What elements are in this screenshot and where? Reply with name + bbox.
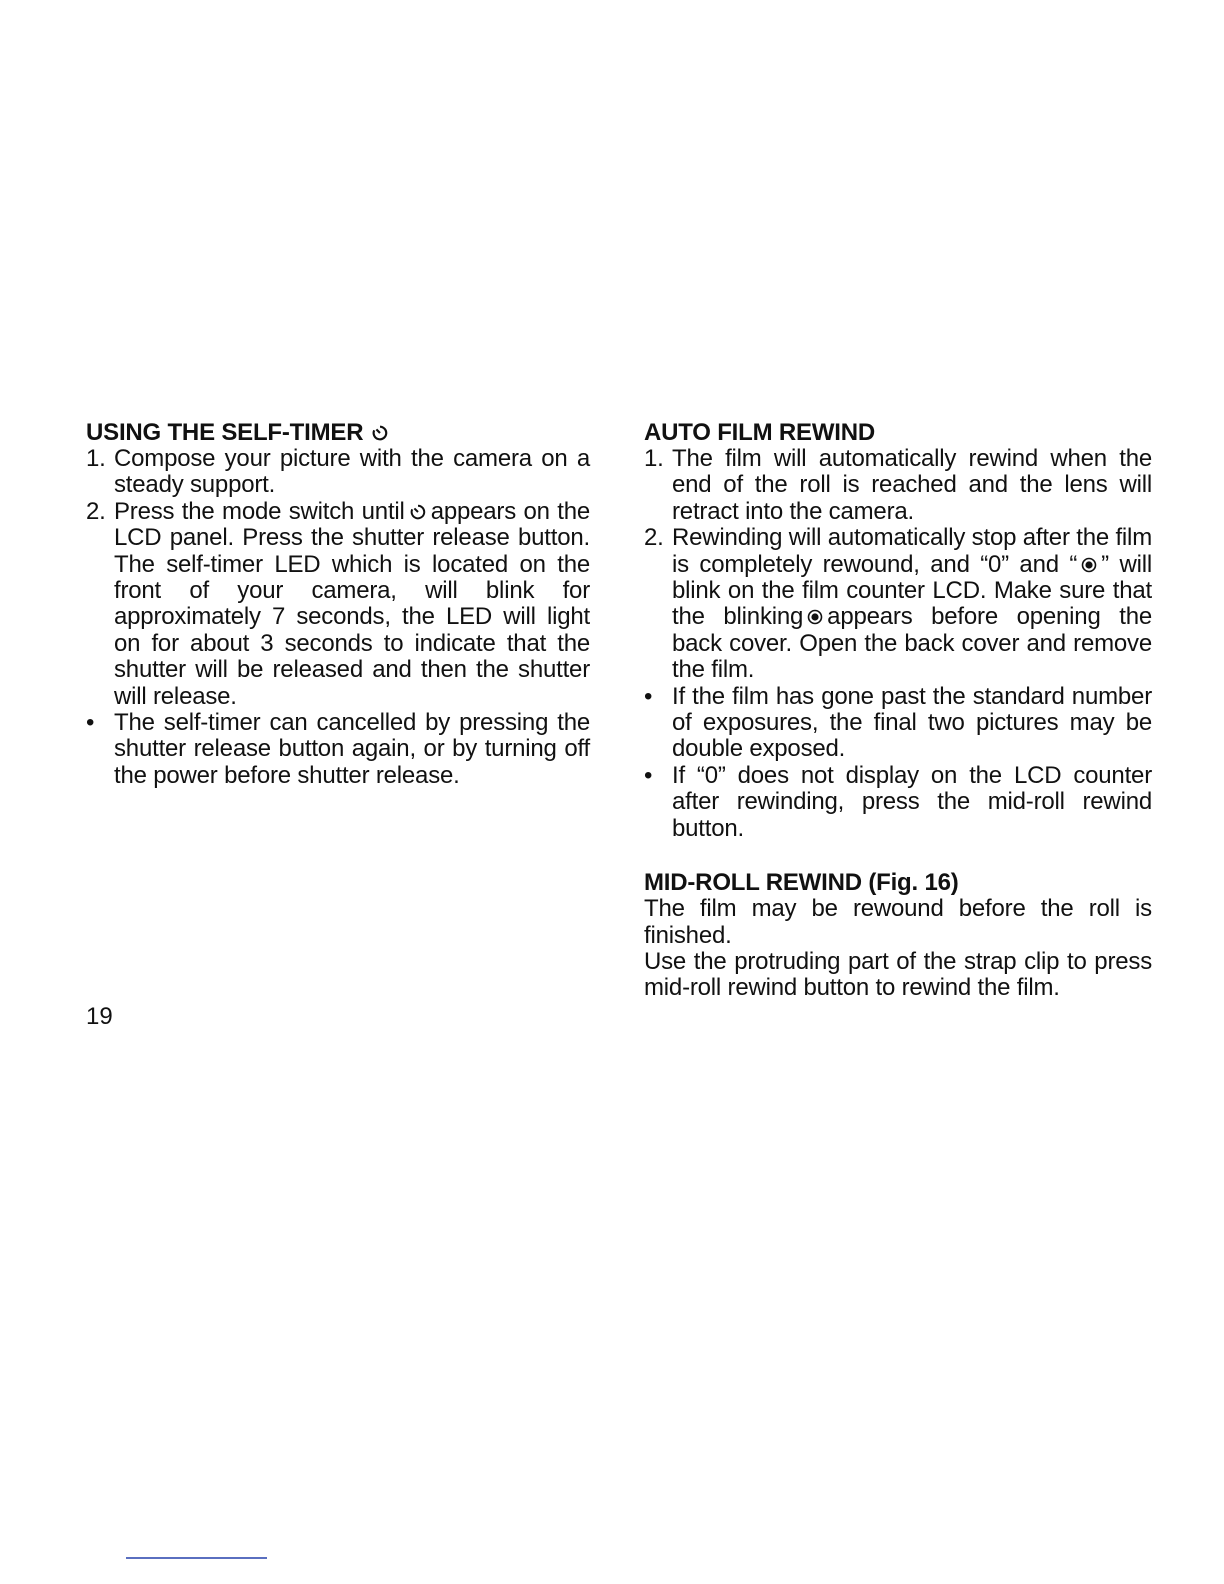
self-timer-step-2 [86, 499, 590, 710]
mid-roll-heading: MID-ROLL REWIND (Fig. 16) [644, 869, 959, 897]
self-timer-note [86, 710, 590, 789]
note-text: If the film has gone past the standard number of exposures, the final two pictures may be double exposed. [672, 682, 1152, 763]
film-cartridge-icon [807, 609, 823, 625]
step-marker: 2. [644, 524, 664, 552]
auto-rewind-note-1 [644, 684, 1152, 763]
bullet-marker: • [644, 761, 653, 789]
self-timer-step-1 [86, 446, 590, 499]
auto-rewind-step-1 [644, 446, 1152, 525]
step-marker: 1. [644, 445, 664, 472]
self-timer-heading [86, 420, 590, 446]
auto-rewind-heading: AUTO FILM REWIND [644, 419, 875, 446]
step-text: Compose your picture with the camera on a steady support. [114, 445, 590, 499]
step-text: ” will blink on the film counter LCD. Make sure that the blinking [672, 550, 1152, 631]
bullet-marker: • [86, 709, 95, 737]
self-timer-icon [409, 503, 427, 521]
page-number: 19 [86, 1003, 113, 1030]
mid-roll-paragraph-1: The film may be rewound before the roll is finished. [644, 895, 1152, 949]
note-text: If “0” does not display on the LCD counter after rewinding, press the mid-roll rewind button. [672, 761, 1152, 842]
step-marker: 1. [86, 445, 106, 472]
self-timer-icon [371, 424, 389, 442]
mid-roll-paragraph-2: Use the protruding part of the strap clip to press mid-roll rewind button to rewind the film. [644, 947, 1152, 1002]
step-text: appears before opening the back cover. Open the back cover and remove the film. [672, 603, 1152, 684]
note-text: The self-timer can cancelled by pressing the shutter release button again, or by turning off the power before shutter release. [114, 709, 590, 789]
step-text: appears on the LCD panel. Press the shutter release button. The self-timer LED which is located on the front of your camera, will blink for approximately 7 seconds, the LED will light on for about 3 seconds to indicate that the shutter will be released and then the shutter will release. [114, 497, 590, 710]
step-text: Rewinding will automatically stop after the film is completely rewound, and “0” and “ [672, 524, 1152, 578]
step-text: Press the mode switch until [114, 497, 405, 525]
bullet-marker: • [644, 682, 653, 710]
auto-rewind-note-2 [644, 763, 1152, 842]
left-column [86, 420, 590, 789]
auto-rewind-step-2 [644, 525, 1152, 683]
scan-artifact-line [126, 1557, 267, 1559]
step-marker: 2. [86, 497, 106, 525]
self-timer-heading-text: USING THE SELF-TIMER [86, 419, 364, 446]
film-cartridge-icon [1081, 557, 1097, 573]
step-text: The film will automatically rewind when the end of the roll is reached and the lens will retract into the camera. [672, 445, 1152, 525]
right-column [644, 420, 1152, 1002]
